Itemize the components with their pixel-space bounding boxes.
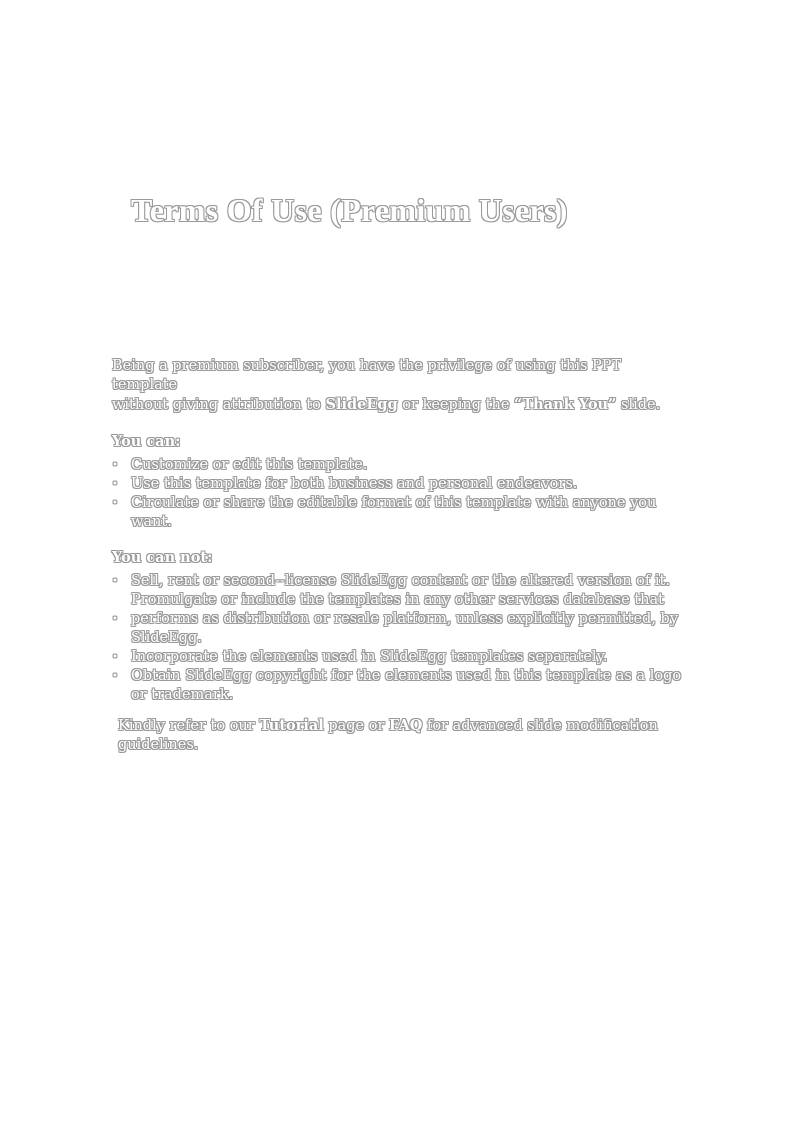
intro-text: slide. <box>616 397 661 413</box>
faq-link[interactable]: FAQ <box>389 717 423 734</box>
terms-content <box>112 357 692 755</box>
list-item <box>112 456 692 475</box>
bullet-icon: • <box>112 460 118 471</box>
list-item-text: Use this template for both business and personal endeavors. <box>131 476 578 492</box>
list-item <box>112 572 692 591</box>
bullet-icon: • <box>112 498 118 509</box>
bullet-icon: • <box>112 479 118 490</box>
intro-line: template <box>112 377 178 393</box>
list-item-text: Incorporate the elements used in SlideEgg templates separately. <box>131 649 608 665</box>
intro-text: or keeping the <box>397 397 515 413</box>
you-can-list <box>112 456 692 532</box>
list-item-text: Sell, rent or second--license SlideEgg content or the altered version of it. <box>131 573 670 589</box>
list-item-text: Customize or edit this template. <box>131 457 368 473</box>
intro-line <box>112 395 692 415</box>
intro-line: Being a premium subscriber, you have the privilege of using this PPT <box>112 358 622 374</box>
footer-note <box>118 716 692 755</box>
footer-text: Kindly refer to our <box>118 718 260 734</box>
thank-you-slide-label: “Thank You” <box>514 396 617 413</box>
tutorial-link[interactable]: Tutorial <box>259 717 324 734</box>
you-can-not-heading: You can not: <box>112 549 213 566</box>
page-title: Terms Of Use (Premium Users) <box>131 192 568 228</box>
footer-text: for advanced slide modification guidelines. <box>118 718 658 753</box>
list-item-text: Circulate or share the editable format of this template with anyone you want. <box>131 495 657 530</box>
you-can-not-list <box>112 572 692 705</box>
list-item <box>112 667 692 705</box>
bullet-icon: • <box>112 652 118 663</box>
intro-text: without giving attribution to <box>112 397 326 413</box>
list-item <box>112 591 692 648</box>
bullet-icon: • <box>112 671 118 682</box>
brand-name: SlideEgg <box>325 396 398 413</box>
list-item <box>112 648 692 667</box>
list-item <box>112 475 692 494</box>
footer-text: page or <box>323 718 390 734</box>
list-item-text: Obtain SlideEgg copyright for the elements used in this template as a logo or trademark. <box>131 668 682 703</box>
bullet-icon: • <box>112 576 118 587</box>
you-can-heading: You can: <box>112 433 181 450</box>
intro-paragraph <box>112 357 692 415</box>
list-item <box>112 494 692 532</box>
list-item-text: Promulgate or include the templates in any other services database that performs as distribution or resale platform, unless explicitly permitted, by SlideEgg. <box>131 592 679 646</box>
bullet-icon: • <box>112 614 118 625</box>
